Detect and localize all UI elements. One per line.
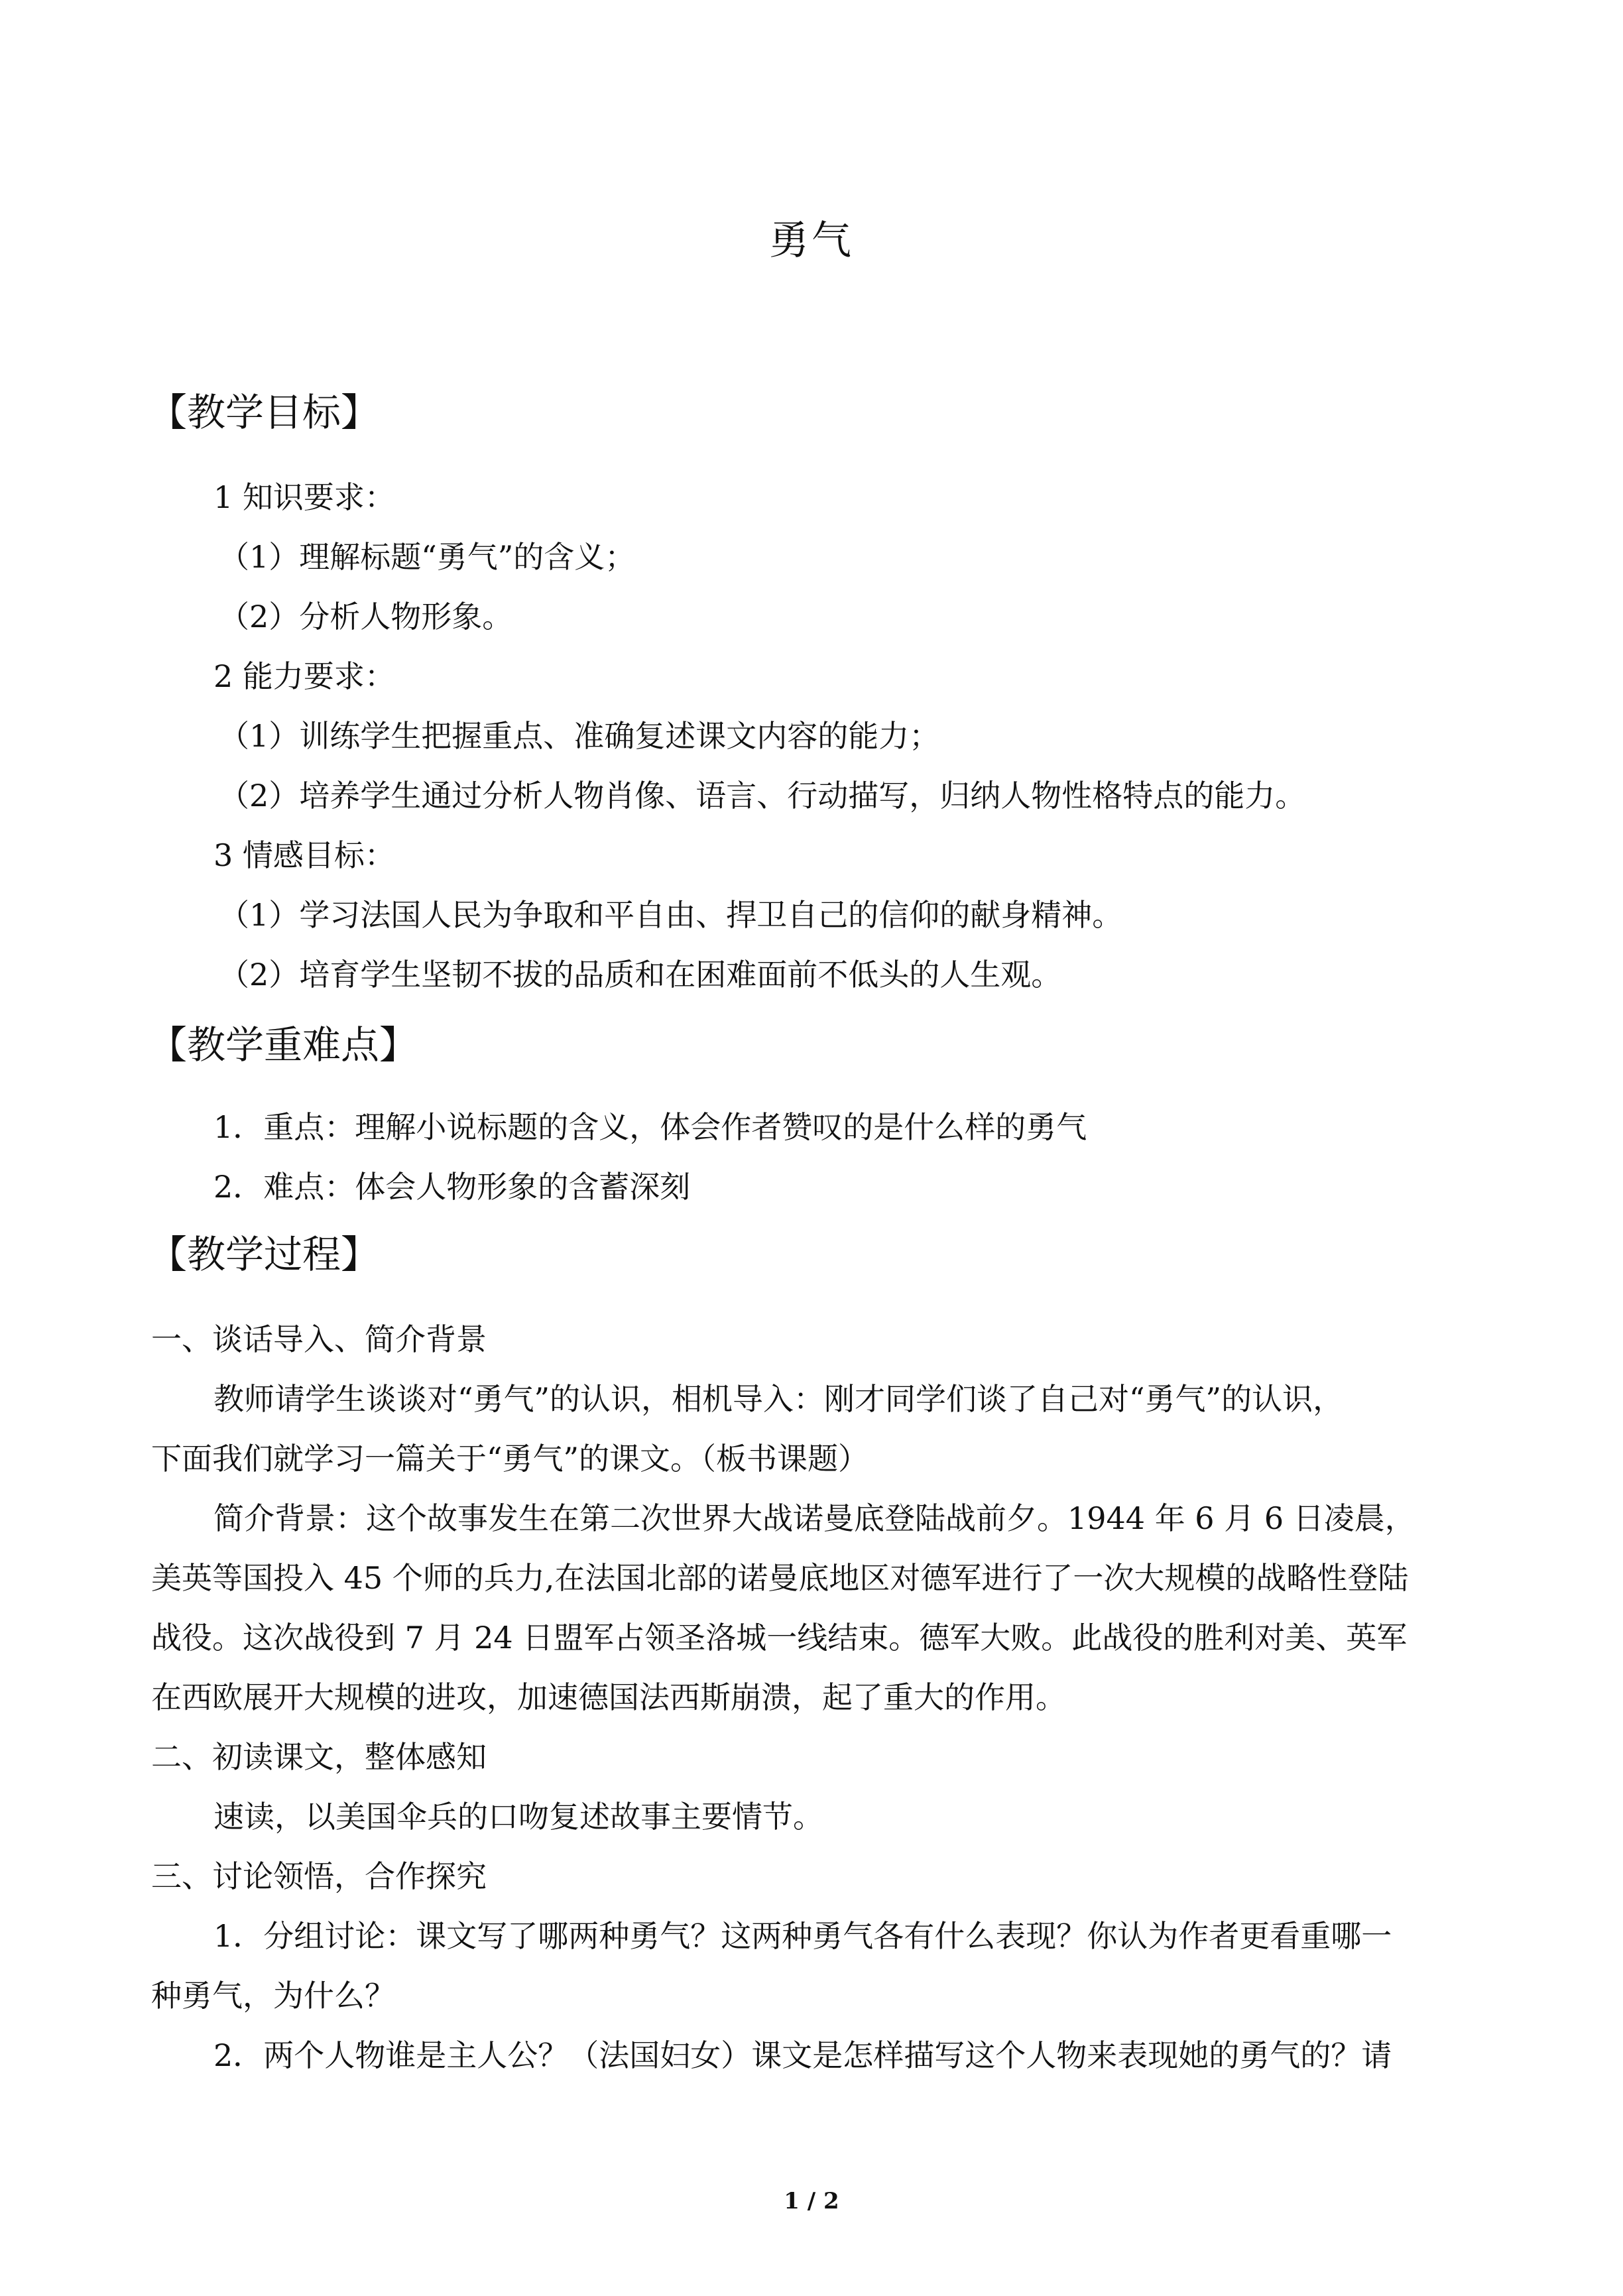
process-step-1-paragraph-2-line-3: 战役。这次战役到 7 月 24 日盟军占领圣洛城一线结束。德军大败。此战役的胜利对美、英军 [151,1620,1408,1656]
process-step-1-paragraph-1-line-1: 教师请学生谈谈对“勇气”的认识，相机导入：刚才同学们谈了自己对“勇气”的认识， [213,1381,1344,1417]
section-heading-process: 【教学过程】 [149,1232,380,1277]
keypoint-item-2: 2．难点：体会人物形象的含蓄深刻 [213,1169,691,1205]
process-step-3-question-2-line-1: 2．两个人物谁是主人公？（法国妇女）课文是怎样描写这个人物来表现她的勇气的？请 [213,2037,1392,2073]
ability-heading: 2 能力要求： [213,658,395,694]
process-step-1-paragraph-2-line-2: 美英等国投入 45 个师的兵力,在法国北部的诺曼底地区对德军进行了一次大规模的战略性登陆 [151,1560,1409,1596]
process-step-3-title: 三、讨论领悟，合作探究 [151,1858,487,1894]
ability-item-2: （2）培养学生通过分析人物肖像、语言、行动描写，归纳人物性格特点的能力。 [219,778,1306,814]
page-indicator: 1 / 2 [784,2188,839,2214]
process-step-2-paragraph: 速读，以美国伞兵的口吻复述故事主要情节。 [213,1799,823,1835]
process-step-1-paragraph-1-line-2: 下面我们就学习一篇关于“勇气”的课文。（板书课题） [151,1441,869,1477]
ability-item-1: （1）训练学生把握重点、准确复述课文内容的能力； [219,718,940,754]
section-heading-objectives: 【教学目标】 [149,390,380,435]
process-step-2-title: 二、初读课文，整体感知 [151,1739,487,1775]
process-step-1-paragraph-2-line-1: 简介背景：这个故事发生在第二次世界大战诺曼底登陆战前夕。1944 年 6 月 6 日凌晨， [213,1500,1415,1536]
knowledge-heading: 1 知识要求： [213,479,395,515]
knowledge-item-2: （2）分析人物形象。 [219,599,513,634]
emotion-item-2: （2）培育学生坚韧不拔的品质和在困难面前不低头的人生观。 [219,957,1062,993]
process-step-3-question-1-line-2: 种勇气，为什么？ [151,1978,395,2014]
section-heading-keypoints: 【教学重难点】 [149,1022,418,1067]
knowledge-item-1: （1）理解标题“勇气”的含义； [219,539,636,575]
process-step-1-paragraph-2-line-4: 在西欧展开大规模的进攻，加速德国法西斯崩溃，起了重大的作用。 [151,1679,1066,1715]
emotion-item-1: （1）学习法国人民为争取和平自由、捍卫自己的信仰的献身精神。 [219,897,1123,933]
emotion-heading: 3 情感目标： [213,837,395,873]
document-title: 勇气 [769,217,854,264]
process-step-1-title: 一、谈话导入、简介背景 [151,1321,487,1357]
keypoint-item-1: 1．重点：理解小说标题的含义，体会作者赞叹的是什么样的勇气 [213,1109,1087,1145]
process-step-3-question-1-line-1: 1．分组讨论：课文写了哪两种勇气？这两种勇气各有什么表现？你认为作者更看重哪一 [213,1918,1392,1954]
